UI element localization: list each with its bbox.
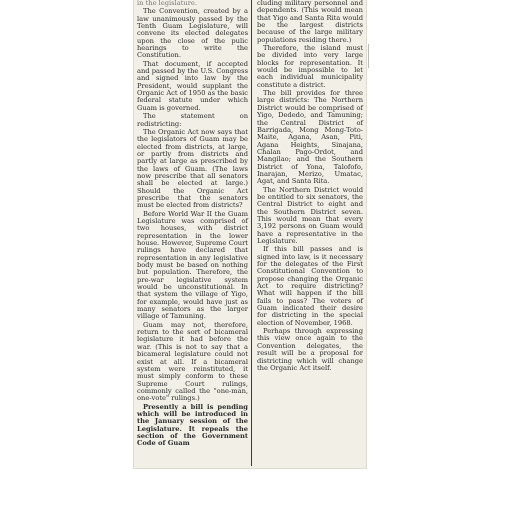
paragraph: If this bill passes and is signed into law, is it necessary for the delegates of the First Constitutional Convention to propose changing the Organic Act to require districting? What will happen if the bill fails to pass? The voters of Guam indicated their desire for districting in the special election of November, 1968.: [257, 245, 363, 327]
paragraph: Guam may not, therefore, return to the sort of bicameral legislature it had before the war. (This is not to say that a bicameral legislature could not exist at all. If a bicameral system were reinstituted, it must simply conform to these Supreme Court rulings, commonly called the "one-man, one-vote" rulings.): [137, 320, 248, 403]
column-divider: [251, 0, 252, 466]
margin-mark: [368, 44, 372, 68]
paragraph: Presently a bill is pending which will be introduced in the January session of the Legislature. It repeals the section of the Government Code of Guam: [137, 402, 248, 448]
paragraph: Before World War II the Guam Legislature was comprised of two houses, with district representation in the lower house. However, Supreme Court rulings have declared that representation in any legislative body must be based on nothing but population. Therefore, the pre-war legislative system would be unconstitutional. In that system the village of Yigo, for example, would have just as many senators as the larger village of Tamuning.: [137, 209, 248, 321]
article-column-left: [137, 0, 248, 449]
paragraph: The bill provides for three large districts: The Northern District would be comprised of Yigo, Dededo, and Tamuning; the Central District of Barrigada, Mong Mong-Toto-Maite, Agana, Asan, Piti, Agana Heights, Sinajana, Chalan Pago-Ordot, and Mangilao; and the Southern District of Yona, Talofofo, Inarajan, Merizo, Umatac, Agat, and Santa Rita.: [257, 89, 363, 186]
paragraph: The Northern District would be entitled to six senators, the Central District to eight and the Southern District seven. This would mean that every 3,192 persons on Guam would have a representative in the Legislature.: [257, 185, 363, 245]
paragraph: That document, if accepted and passed by the U.S. Congress and signed into law by the President, would supplant the Organic Act of 1950 as the basic federal statute under which Guam is governed.: [137, 59, 248, 112]
paragraph: The Convention, created by a law unanimously passed by the Tenth Guam Legislature, will convene its elected delegates upon the close of the pulic hearings to write the Constitution.: [137, 7, 248, 60]
paragraph: The statement on redistricting:: [137, 112, 248, 128]
newspaper-clipping: [134, 0, 366, 468]
paragraph: Therefore, the island must be divided into very large blocks for representation. It would be impossible to let each individual municipality constitute a district.: [257, 44, 363, 89]
paragraph: The Organic Act now says that the legislators of Guam may be elected from districts, at large, or partly from districts and partly at large as prescribed by the laws of Guam. (The laws now prescribe that all senators shall be elected at large.) Should the Organic Act prescribe that the senators must be elected from districts?: [137, 127, 248, 210]
article-column-right: [257, 0, 363, 373]
column-fragment: cluding military personnel and dependents. (This would mean that Yigo and Santa Rita would be the largest districts because of the large military populations residing there.): [257, 0, 363, 44]
paragraph: Perhaps through expressing this view once again to the Convention delegates, the result will be a proposal for districting which will change the Organic Act itself.: [257, 327, 363, 372]
column-fragment: in the legislature.: [137, 0, 197, 7]
